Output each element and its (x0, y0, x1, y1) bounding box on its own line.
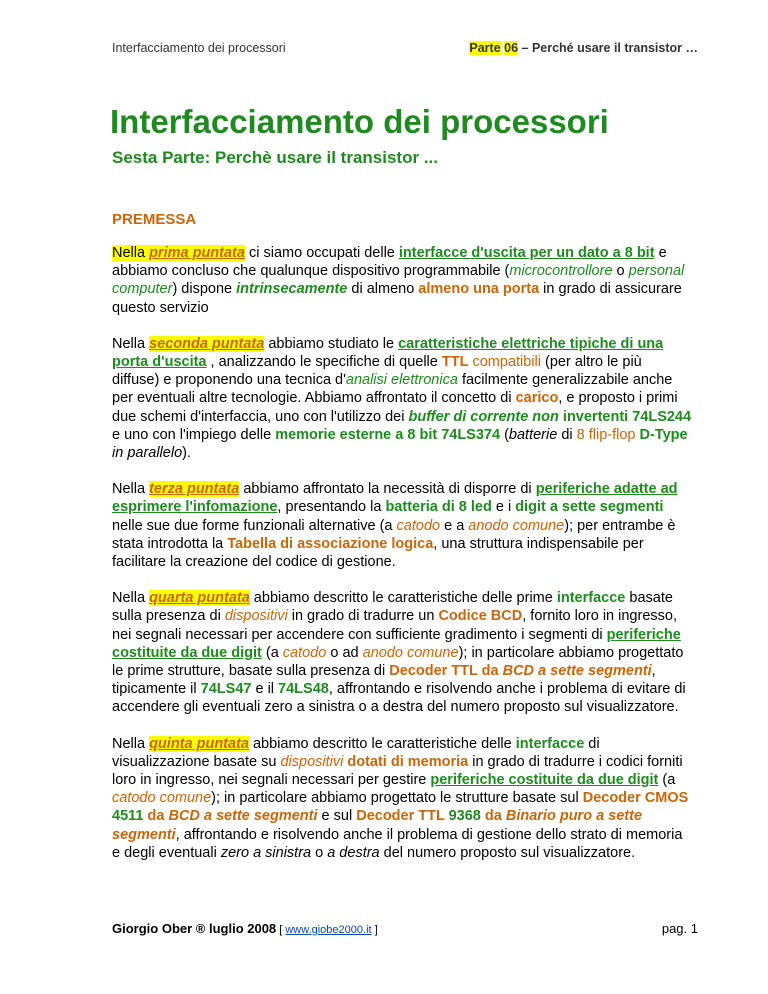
text-run: BCD a sette segmenti (502, 663, 652, 680)
text-run: ); in particolare abbiamo progettato le prime strutture, basate sulla presenza di (112, 644, 684, 680)
text-run: interfacce d'uscita per un dato a 8 bit (398, 245, 655, 261)
text-run: invertenti 74LS244 (558, 408, 692, 425)
text-run: e uno con l'impiego delle (112, 426, 276, 443)
text-run: (a (658, 772, 676, 789)
text-run: abbiamo descritto le caratteristiche delle prime (249, 590, 557, 607)
body-text (112, 244, 692, 880)
header-left-title: Interfacciamento dei processori (112, 41, 286, 55)
text-run: e i (491, 499, 516, 516)
text-run: almeno una porta (418, 281, 540, 298)
text-run: Nella (112, 590, 150, 607)
text-run: personal computer (112, 263, 685, 298)
text-run: abbiamo descritto le caratteristiche delle (248, 735, 516, 752)
document-subtitle: Sesta Parte: Perchè usare il transistor ... (112, 148, 438, 167)
text-run: anodo comune (468, 517, 565, 534)
text-run: ). (182, 445, 191, 462)
text-run: quinta puntata (149, 735, 249, 752)
text-run: di visualizzazione basate su (112, 735, 600, 770)
text-run: Tabella di associazione logica (227, 535, 434, 552)
text-run: TTL (441, 354, 469, 371)
text-run: , analizzando le specifiche di quelle (206, 354, 442, 371)
text-run: e a (440, 517, 469, 534)
text-run: Decoder TTL da (389, 663, 503, 680)
text-run: anodo comune (362, 644, 459, 661)
text-run: , fornito loro in ingresso, nei segnali necessari per accendere con sufficiente gradimento i segmenti di (112, 608, 677, 643)
text-run: analisi elettronica (345, 372, 458, 389)
text-run: quarta puntata (149, 590, 250, 607)
text-run: (a (261, 644, 283, 661)
text-run: terza puntata (149, 481, 240, 498)
text-run: periferiche costituite da due digit (430, 772, 659, 789)
text-run: o ad (326, 644, 363, 661)
page-number: pag. 1 (661, 921, 698, 936)
text-run: intrinsecamente (236, 281, 348, 298)
text-run: dispositivi (224, 608, 288, 625)
text-run: periferiche adatte ad esprimere l'infomazione (112, 481, 678, 516)
text-run: di almeno (347, 281, 419, 298)
text-run: catodo (396, 517, 441, 534)
text-run: in grado di assicurare questo servizio (112, 281, 682, 316)
text-run: microcontrollore (509, 263, 613, 280)
text-run: (per altro le più diffuse) e proponendo una tecnica d' (112, 354, 642, 389)
text-run: da (480, 808, 506, 825)
text-run: zero a sinistra (220, 844, 312, 861)
header-part-word: Parte (469, 41, 501, 55)
text-run: o (311, 844, 328, 861)
text-run: caratteristiche elettriche tipiche di una porta d'uscita (112, 335, 664, 371)
text-run: o (612, 263, 629, 280)
text-run: , presentando la (277, 499, 386, 516)
text-run: Decoder TTL (356, 808, 449, 825)
paragraph (112, 735, 692, 862)
text-run: e sul (317, 808, 357, 825)
text-run: Decoder CMOS (582, 790, 689, 807)
header-part-rest: – Perché usare il transistor … (518, 41, 698, 55)
text-run: 4511 (112, 808, 144, 825)
text-run: periferiche costituite da due digit (112, 626, 681, 661)
text-run: ) dispone (172, 281, 237, 298)
text-run: , una struttura indispensabile per facilitare la creazione del codice di gestione. (112, 535, 644, 571)
text-run: prima puntata (149, 245, 245, 261)
text-run: ); in particolare abbiamo progettato le strutture basate sul (211, 790, 583, 807)
text-run: 9368 (448, 808, 481, 825)
section-heading: PREMESSA (112, 211, 197, 228)
text-run: in parallelo (112, 445, 183, 462)
text-run: Codice BCD (438, 608, 523, 625)
text-run: digit a sette segmenti (515, 499, 664, 516)
text-run: , e proposto i primi due schemi d'interfaccia, uno con l'utilizzo dei (112, 390, 678, 425)
text-run: Nella (112, 335, 150, 352)
text-run: memorie esterne a 8 bit 74LS374 (275, 426, 501, 443)
footer-bracket-open: [ (276, 924, 286, 936)
text-run: ); per entrambe è stata introdotta la (112, 517, 676, 552)
text-run: interfacce (515, 735, 585, 752)
text-run: abbiamo affrontato la necessità di disporre di (239, 481, 536, 498)
text-run: basate sulla presenza di (112, 590, 673, 625)
text-run: Binario puro a sette segmenti (112, 808, 643, 843)
text-run: da (143, 808, 169, 825)
text-run: batteria di 8 led (385, 499, 492, 516)
header-right-title (469, 41, 698, 55)
text-run: dotati di memoria (343, 753, 469, 770)
text-run: D-Type (635, 426, 688, 443)
text-run: dispositivi (280, 753, 344, 770)
text-run: in grado di tradurre i codici forniti loro in ingresso, nei segnali necessari per gestire (112, 753, 683, 789)
footer-bracket-close: ] (371, 924, 378, 936)
text-run: facilmente generalizzabile anche per eventuali altre tecnologie. Abbiamo affrontato il concetto di (112, 372, 673, 407)
text-run: di (557, 426, 577, 443)
text-run: compatibili (468, 354, 541, 371)
page-footer (112, 921, 698, 936)
text-run: a destra (327, 844, 380, 861)
header-part-number: 06 (504, 41, 519, 55)
text-run: Nella (112, 245, 150, 261)
text-run: 74LS47 (200, 681, 252, 698)
paragraph (112, 480, 692, 571)
text-run: seconda puntata (149, 335, 265, 352)
text-run: e abbiamo concluso che qualunque dispositivo programmabile ( (112, 245, 667, 280)
text-run: BCD a sette segmenti (168, 808, 318, 825)
footer-author: Giorgio Ober ® luglio 2008 (112, 921, 277, 936)
text-run: interfacce (556, 590, 626, 607)
footer-website-link[interactable]: www.giobe2000.it (285, 924, 372, 936)
text-run: 8 flip-flop (576, 426, 636, 443)
text-run: , affrontando e risolvendo anche il problema di gestione dello strato di memoria e degli eventuali (112, 826, 683, 861)
text-run: , tipicamente il (112, 663, 656, 698)
paragraph (112, 335, 692, 462)
text-run: carico (515, 390, 559, 407)
text-run: abbiamo studiato le (264, 335, 399, 352)
text-run: catodo comune (112, 790, 212, 807)
text-run: in grado di tradurre un (287, 608, 439, 625)
text-run: , affrontando e risolvendo anche i problema di evitare di accendere gli eventuali zero a sinistra o a destra del numero proposto sul visualizzatore. (112, 681, 686, 716)
paragraph (112, 589, 692, 716)
text-run: ci siamo occupati delle (244, 245, 399, 261)
text-run: catodo (282, 644, 327, 661)
text-run: batterie (508, 426, 558, 443)
paragraph (112, 244, 692, 317)
text-run: nelle sue due forme funzionali alternative (a (112, 517, 397, 534)
text-run: ( (500, 426, 509, 443)
text-run: buffer di corrente non (408, 408, 559, 425)
text-run: Nella (112, 481, 150, 498)
text-run: 74LS48 (278, 681, 329, 698)
text-run: Nella (112, 735, 150, 752)
text-run: e il (251, 681, 279, 698)
document-title: Interfacciamento dei processori (110, 103, 609, 140)
text-run: del numero proposto sul visualizzatore. (379, 844, 636, 861)
